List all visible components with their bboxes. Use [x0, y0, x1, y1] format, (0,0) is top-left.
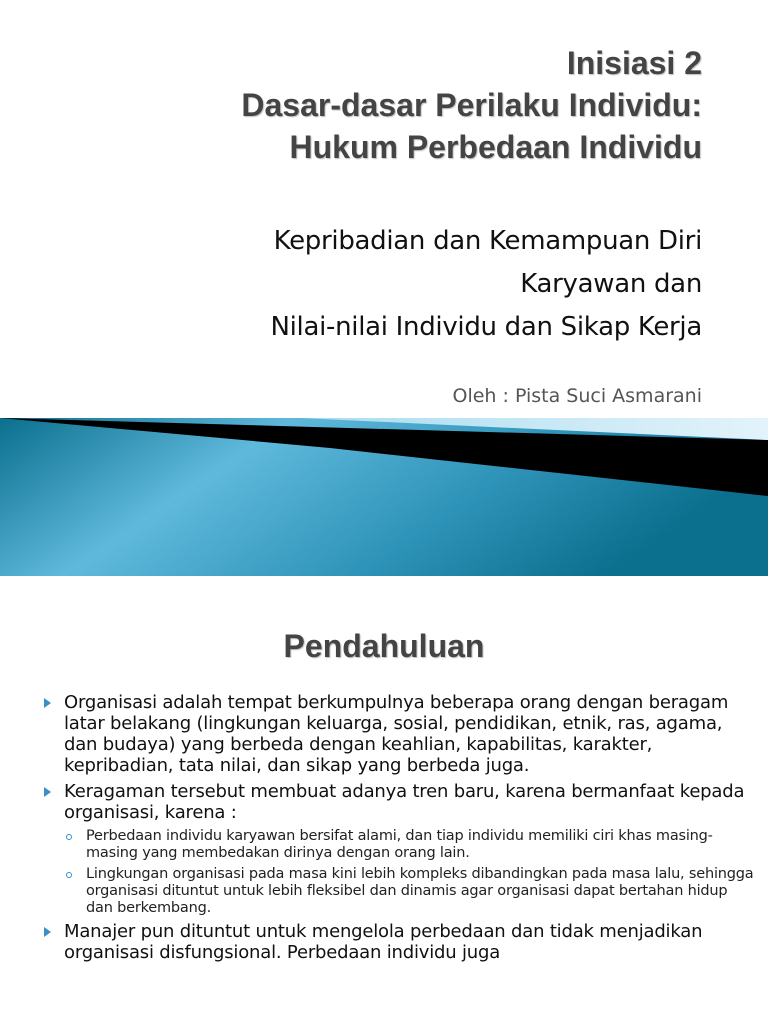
- bullet-item: [44, 781, 754, 823]
- sub-bullet-item: [44, 828, 754, 862]
- slide-subtitle: [62, 220, 702, 349]
- sub-bullet-text: Perbedaan individu karyawan bersifat alami, dan tiap individu memiliki ciri khas masing-masing yang membedakan dirinya dengan orang lain.: [86, 828, 713, 861]
- slide2-title: Pendahuluan: [283, 628, 485, 664]
- bullet-text: Keragaman tersebut membuat adanya tren baru, karena bermanfaat kepada organisasi, karena :: [64, 781, 745, 823]
- bullet-item: [44, 692, 754, 776]
- ring-bullet-icon: [66, 872, 72, 878]
- bullet-item: [44, 921, 754, 963]
- slide-title: [62, 42, 702, 168]
- subtitle-line-3: Nilai-nilai Individu dan Sikap Kerja: [270, 312, 702, 342]
- content-slide: [0, 576, 768, 1024]
- title-line-3: Hukum Perbedaan Individu: [289, 129, 702, 165]
- decorative-banner: [0, 418, 768, 576]
- bullet-arrow-icon: [44, 698, 51, 708]
- bullet-arrow-icon: [44, 927, 51, 937]
- sub-bullet-text: Lingkungan organisasi pada masa kini lebih kompleks dibandingkan pada masa lalu, sehingga organisasi dituntut untuk lebih fleksibel dan dinamis agar organisasi dapat bertahan hidup dan berkembang.: [86, 866, 754, 916]
- title-line-2: Dasar-dasar Perilaku Individu:: [241, 87, 702, 123]
- bullet-arrow-icon: [44, 787, 51, 797]
- bullet-list: [44, 692, 754, 968]
- bullet-text: Manajer pun dituntut untuk mengelola perbedaan dan tidak menjadikan organisasi disfungsional. Perbedaan individu juga: [64, 921, 703, 963]
- subtitle-line-2: Karyawan dan: [520, 269, 702, 299]
- title-line-1: Inisiasi 2: [566, 45, 702, 81]
- ring-bullet-icon: [66, 834, 72, 840]
- author-credit: Oleh : Pista Suci Asmarani: [452, 385, 702, 407]
- sub-bullet-list: [44, 828, 754, 917]
- subtitle-line-1: Kepribadian dan Kemampuan Diri: [273, 226, 702, 256]
- sub-bullet-item: [44, 866, 754, 917]
- bullet-text: Organisasi adalah tempat berkumpulnya beberapa orang dengan beragam latar belakang (lingkungan keluarga, sosial, pendidikan, etnik, ras, agama, dan budaya) yang berbeda dengan keahlian, kapabilitas, karakter, kepribadian, tata nilai, dan sikap yang berbeda juga.: [64, 692, 729, 776]
